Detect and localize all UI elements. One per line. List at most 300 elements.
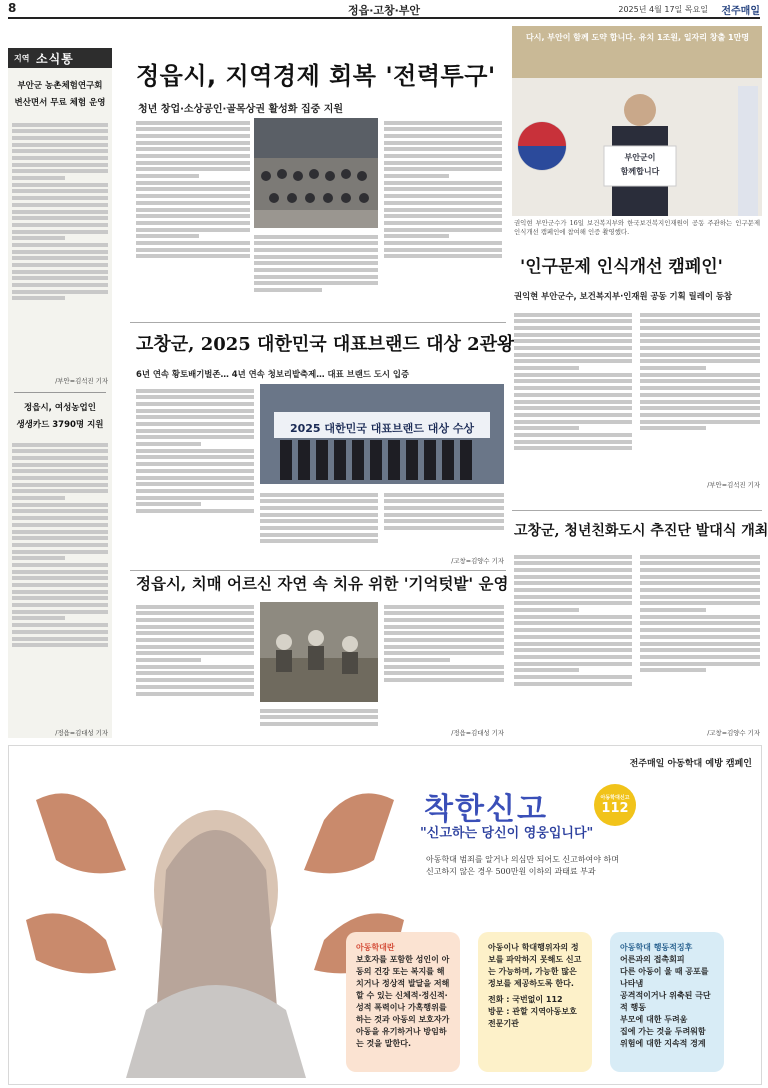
- text-line: [254, 241, 378, 245]
- text-line: [260, 506, 378, 510]
- text-line: [640, 561, 760, 565]
- text-line: [640, 588, 760, 592]
- ad-slogan: "신고하는 당신이 영웅입니다": [420, 826, 594, 841]
- text-line: [12, 136, 108, 140]
- text-line: [514, 555, 632, 559]
- text-line: [384, 174, 449, 178]
- text-line: [514, 575, 632, 579]
- text-line: [384, 167, 502, 171]
- text-line: [514, 581, 632, 585]
- text-line: [384, 194, 502, 198]
- text-line: [384, 506, 504, 510]
- info-box-definition: [346, 932, 460, 1072]
- text-line: [260, 709, 378, 713]
- text-line: [640, 366, 706, 370]
- text-line: [384, 121, 502, 125]
- text-line: [384, 678, 504, 682]
- text-line: [260, 513, 378, 517]
- text-line: [384, 214, 502, 218]
- text-line: [136, 174, 199, 178]
- text-line: [514, 682, 632, 686]
- text-line: [514, 588, 632, 592]
- text-line: [136, 181, 250, 185]
- text-line: [640, 568, 760, 572]
- text-line: [12, 290, 108, 294]
- main-subhead: 청년 창업·소상공인·골목상권 활성화 집중 지원: [138, 104, 344, 115]
- text-line: [384, 671, 504, 675]
- text-line: [136, 134, 250, 138]
- text-line: [12, 449, 108, 453]
- text-line: [254, 255, 378, 259]
- text-line: [12, 169, 108, 173]
- text-line: [640, 339, 760, 343]
- text-line: [12, 156, 108, 160]
- text-line: [136, 161, 250, 165]
- header-rule: [8, 17, 760, 19]
- text-line: [136, 194, 250, 198]
- text-line: [640, 346, 760, 350]
- text-line: [12, 123, 108, 127]
- placard-line1: 부안군이: [624, 153, 656, 162]
- text-line: [514, 420, 632, 424]
- text-line: [384, 248, 502, 252]
- text-line: [640, 642, 760, 646]
- text-line: [12, 210, 108, 214]
- text-line: [136, 692, 254, 696]
- text-line: [136, 449, 254, 453]
- population-campaign-caption: 권익현 부안군수가 16일 보건복지부와 한국보건복지인재원이 공동 주관하는 인구문제 인식개선 캠페인에 참여해 인증 촬영했다.: [514, 219, 760, 237]
- text-line: [12, 203, 108, 207]
- text-line: [136, 214, 250, 218]
- text-line: [12, 583, 108, 587]
- text-line: [136, 678, 254, 682]
- text-line: [640, 400, 760, 404]
- text-line: [136, 234, 199, 238]
- text-line: [640, 601, 760, 605]
- text-line: [136, 127, 250, 131]
- youth-city-byline: /고창=김양수 기자: [707, 729, 760, 737]
- main-body-col3: [384, 118, 502, 318]
- text-line: [384, 221, 502, 225]
- text-line: [640, 386, 760, 390]
- text-line: [384, 631, 504, 635]
- text-line: [384, 513, 504, 517]
- text-line: [12, 503, 108, 507]
- text-line: [384, 134, 502, 138]
- text-line: [384, 493, 504, 497]
- text-line: [254, 248, 378, 252]
- text-line: [136, 651, 254, 655]
- brief-1-title-line1: 부안군 농촌체험연구회: [17, 81, 103, 91]
- box2-text: 아동이나 학대행위자의 정보를 파악하지 못해도 신고는 가능하며, 가능한 많은 정보를 제공하도록 한다.: [488, 943, 582, 988]
- text-line: [12, 509, 108, 513]
- text-line: [384, 658, 450, 662]
- text-line: [640, 581, 760, 585]
- memory-garden-headline: 정읍시, 치매 어르신 자연 속 치유 위한 '기억텃밭' 운영: [136, 574, 509, 593]
- text-line: [136, 605, 254, 609]
- text-line: [136, 685, 254, 689]
- text-line: [384, 127, 502, 131]
- text-line: [514, 319, 632, 323]
- memory-garden-photo: [260, 602, 378, 702]
- brief-2-title-line1: 정읍시, 여성농업인: [24, 403, 96, 413]
- text-line: [12, 236, 65, 240]
- text-line: [260, 722, 378, 726]
- box3-item: 다른 아동이 울 때 공포를 나타냄: [620, 967, 709, 988]
- text-line: [514, 561, 632, 565]
- text-line: [640, 635, 760, 639]
- gochang-body-col1: [136, 386, 254, 568]
- text-line: [640, 628, 760, 632]
- text-line: [384, 187, 502, 191]
- text-line: [136, 402, 254, 406]
- text-line: [12, 630, 108, 634]
- main-headline: 정읍시, 지역경제 회복 '전력투구': [136, 62, 496, 90]
- text-line: [254, 275, 378, 279]
- gochang-headline: 고창군, 2025 대한민국 대표브랜드 대상 2관왕: [136, 334, 515, 355]
- text-line: [12, 189, 108, 193]
- text-line: [260, 493, 378, 497]
- text-line: [136, 228, 250, 232]
- text-line: [136, 167, 250, 171]
- box1-text: 보호자를 포함한 성인이 아동의 건강 또는 복지를 해치거나 정상적 발달을 저해할 수 있는 신체적·정신적·성적 폭력이나 가혹행위를 하는 것과 아동의 보호자가 아동을 유기하거나 방임하는 것을 말한다.: [356, 955, 450, 1048]
- text-line: [136, 121, 250, 125]
- youth-city-body-col2: [640, 552, 760, 722]
- text-line: [12, 163, 108, 167]
- text-line: [514, 440, 632, 444]
- section-divider-3: [512, 510, 762, 511]
- text-line: [136, 154, 250, 158]
- text-line: [12, 276, 108, 280]
- text-line: [12, 516, 108, 520]
- text-line: [136, 502, 201, 506]
- text-line: [136, 476, 254, 480]
- text-line: [12, 256, 108, 260]
- gochang-byline: /고창=김양수 기자: [451, 557, 504, 565]
- text-line: [12, 456, 108, 460]
- box2-phone: 전화 : 국번없이 112: [488, 995, 563, 1004]
- text-line: [384, 665, 504, 669]
- text-line: [136, 409, 254, 413]
- text-line: [384, 605, 504, 609]
- placard-line2: 함께합니다: [620, 167, 660, 176]
- box1-title: 아동학대란: [356, 943, 395, 952]
- text-line: [136, 147, 250, 151]
- text-line: [136, 665, 254, 669]
- badge-112: [594, 784, 636, 826]
- text-line: [260, 526, 378, 530]
- text-line: [260, 533, 378, 537]
- text-line: [640, 668, 706, 672]
- text-line: [136, 435, 254, 439]
- box3-item: 어른과의 접촉회피: [620, 955, 685, 964]
- badge-number: 112: [601, 801, 629, 816]
- text-line: [384, 208, 502, 212]
- text-line: [12, 443, 108, 447]
- text-line: [640, 595, 760, 599]
- brief-1-title-line2: 변산면서 무료 체험 운영: [14, 98, 106, 108]
- text-line: [384, 241, 502, 245]
- youth-city-headline: 고창군, 청년친화도시 추진단 발대식 개최: [514, 523, 768, 539]
- text-line: [136, 395, 254, 399]
- brief-separator: [14, 392, 106, 393]
- memory-garden-body-col3: [384, 602, 504, 722]
- text-line: [514, 373, 632, 377]
- ad-logo: 착한신고: [424, 792, 548, 827]
- text-line: [514, 655, 632, 659]
- text-line: [136, 141, 250, 145]
- text-line: [12, 523, 108, 527]
- text-line: [640, 313, 760, 317]
- text-line: [12, 623, 108, 627]
- text-line: [136, 611, 254, 615]
- text-line: [136, 645, 254, 649]
- text-line: [384, 161, 502, 165]
- text-line: [384, 618, 504, 622]
- text-line: [260, 519, 378, 523]
- text-line: [12, 469, 108, 473]
- youth-city-body-col1: [514, 552, 632, 738]
- text-line: [514, 595, 632, 599]
- section-title: 정읍·고창·부안: [347, 4, 421, 17]
- text-line: [384, 645, 504, 649]
- text-line: [514, 668, 579, 672]
- text-line: [136, 625, 254, 629]
- text-line: [12, 283, 108, 287]
- gochang-subhead: 6년 연속 황토배기벌존… 4년 연속 청보리밭축제… 대표 브랜드 도시 입증: [136, 369, 410, 379]
- text-line: [640, 655, 760, 659]
- text-line: [514, 615, 632, 619]
- text-line: [136, 462, 254, 466]
- badge-sub: 아동학대신고: [600, 795, 630, 801]
- text-line: [640, 353, 760, 357]
- text-line: [514, 675, 632, 679]
- text-line: [514, 406, 632, 410]
- info-box-report: [478, 932, 592, 1072]
- ad-description: [426, 854, 746, 878]
- memory-garden-byline: /정읍=김대성 기자: [451, 729, 504, 737]
- text-line: [136, 618, 254, 622]
- text-line: [384, 234, 449, 238]
- text-line: [12, 489, 108, 493]
- text-line: [384, 254, 502, 258]
- text-line: [514, 333, 632, 337]
- text-line: [640, 413, 760, 417]
- text-line: [254, 281, 378, 285]
- page-number: 8: [8, 1, 17, 15]
- text-line: [12, 216, 108, 220]
- page-header: [0, 0, 768, 18]
- text-line: [12, 176, 65, 180]
- main-body-col1: [136, 118, 250, 318]
- text-line: [640, 326, 760, 330]
- text-line: [12, 149, 108, 153]
- text-line: [640, 393, 760, 397]
- text-line: [514, 628, 632, 632]
- text-line: [136, 254, 250, 258]
- text-line: [12, 530, 108, 534]
- text-line: [384, 201, 502, 205]
- text-line: [136, 631, 254, 635]
- section-divider: [130, 322, 506, 323]
- text-line: [514, 386, 632, 390]
- text-line: [640, 406, 760, 410]
- gochang-body-col3: [384, 490, 504, 552]
- text-line: [12, 590, 108, 594]
- text-line: [384, 638, 504, 642]
- ad-desc-line2: 신고하지 않은 경우 500만원 이하의 과태료 부과: [426, 867, 596, 876]
- text-line: [514, 433, 632, 437]
- text-line: [640, 662, 760, 666]
- gochang-award-photo: [260, 384, 504, 484]
- text-line: [12, 183, 108, 187]
- text-line: [514, 353, 632, 357]
- award-banner-text: 2025 대한민국 대표브랜드 대상 수상: [289, 422, 475, 435]
- text-line: [514, 413, 632, 417]
- paper-name: 전주매일: [721, 6, 760, 17]
- text-line: [514, 621, 632, 625]
- population-body-col2: [640, 310, 760, 478]
- brief-1-byline: /부안=김석진 기자: [55, 377, 108, 385]
- main-body-col2: [254, 232, 378, 318]
- sidebar-tag: 지역: [14, 54, 30, 63]
- text-line: [12, 296, 65, 300]
- text-line: [136, 415, 254, 419]
- text-line: [136, 671, 254, 675]
- text-line: [12, 603, 108, 607]
- text-line: [514, 326, 632, 330]
- text-line: [12, 263, 108, 267]
- text-line: [136, 208, 250, 212]
- text-line: [384, 154, 502, 158]
- text-line: [514, 359, 632, 363]
- text-line: [136, 482, 254, 486]
- text-line: [640, 333, 760, 337]
- text-line: [12, 596, 108, 600]
- text-line: [12, 610, 108, 614]
- population-headline: '인구문제 인식개선 캠페인': [520, 257, 723, 277]
- text-line: [514, 568, 632, 572]
- text-line: [384, 611, 504, 615]
- text-line: [136, 201, 250, 205]
- memory-garden-body-col1: [136, 602, 254, 738]
- gochang-body-col2: [260, 490, 378, 568]
- text-line: [640, 319, 760, 323]
- text-line: [136, 248, 250, 252]
- text-line: [12, 243, 108, 247]
- text-line: [514, 339, 632, 343]
- text-line: [254, 288, 322, 292]
- text-line: [640, 359, 760, 363]
- box3-item: 집에 가는 것을 두려워함: [620, 1027, 706, 1036]
- group-photo-graphic: [254, 118, 378, 228]
- text-line: [12, 129, 108, 133]
- text-line: [12, 483, 108, 487]
- text-line: [514, 601, 632, 605]
- text-line: [12, 463, 108, 467]
- text-line: [384, 499, 504, 503]
- text-line: [136, 429, 254, 433]
- text-line: [514, 346, 632, 350]
- text-line: [640, 575, 760, 579]
- text-line: [136, 241, 250, 245]
- issue-date: 2025년 4월 17일 목요일: [618, 5, 708, 14]
- population-body-col1: [514, 310, 632, 506]
- text-line: [12, 250, 108, 254]
- text-line: [384, 181, 502, 185]
- text-line: [514, 393, 632, 397]
- text-line: [136, 638, 254, 642]
- text-line: [514, 313, 632, 317]
- info-box-signs: [610, 932, 724, 1072]
- text-line: [640, 648, 760, 652]
- text-line: [12, 196, 108, 200]
- text-line: [12, 637, 108, 641]
- text-line: [260, 715, 378, 719]
- brief-1-body: [12, 120, 108, 378]
- governor-photo-graphic: [512, 26, 762, 216]
- text-line: [12, 543, 108, 547]
- text-line: [136, 187, 250, 191]
- text-line: [514, 642, 632, 646]
- text-line: [260, 499, 378, 503]
- text-line: [136, 509, 254, 513]
- text-line: [136, 442, 201, 446]
- text-line: [384, 519, 504, 523]
- text-line: [136, 389, 254, 393]
- sidebar-title: 소식통: [36, 52, 74, 66]
- text-line: [640, 379, 760, 383]
- text-line: [260, 539, 378, 543]
- box3-item: 공격적이거나 위축된 극단적 행동: [620, 991, 711, 1012]
- text-line: [12, 536, 108, 540]
- text-line: [514, 400, 632, 404]
- text-line: [136, 422, 254, 426]
- text-line: [384, 141, 502, 145]
- brief-2-title-line2: 생생카드 3790명 지원: [16, 420, 104, 430]
- population-byline: /부안=김석진 기자: [707, 481, 760, 489]
- text-line: [514, 446, 632, 450]
- text-line: [12, 496, 65, 500]
- text-line: [12, 230, 108, 234]
- text-line: [514, 426, 579, 430]
- text-line: [12, 476, 108, 480]
- brief-2-byline: /정읍=김대성 기자: [55, 729, 108, 737]
- text-line: [640, 555, 760, 559]
- memory-garden-body-col2: [260, 706, 378, 738]
- text-line: [384, 228, 502, 232]
- text-line: [12, 643, 108, 647]
- text-line: [12, 616, 65, 620]
- text-line: [136, 469, 254, 473]
- text-line: [640, 426, 706, 430]
- text-line: [12, 270, 108, 274]
- ad-desc-line1: 아동학대 범죄를 알거나 의심만 되어도 신고하여야 하며: [426, 855, 619, 864]
- text-line: [384, 625, 504, 629]
- text-line: [640, 615, 760, 619]
- text-line: [136, 221, 250, 225]
- text-line: [514, 379, 632, 383]
- text-line: [514, 648, 632, 652]
- text-line: [12, 570, 108, 574]
- text-line: [254, 261, 378, 265]
- text-line: [384, 651, 504, 655]
- text-line: [384, 526, 504, 530]
- text-line: [12, 556, 65, 560]
- population-subhead: 권익현 부안군수, 보건복지부·인재원 공동 기획 릴레이 동참: [514, 291, 733, 301]
- text-line: [514, 366, 579, 370]
- text-line: [12, 550, 108, 554]
